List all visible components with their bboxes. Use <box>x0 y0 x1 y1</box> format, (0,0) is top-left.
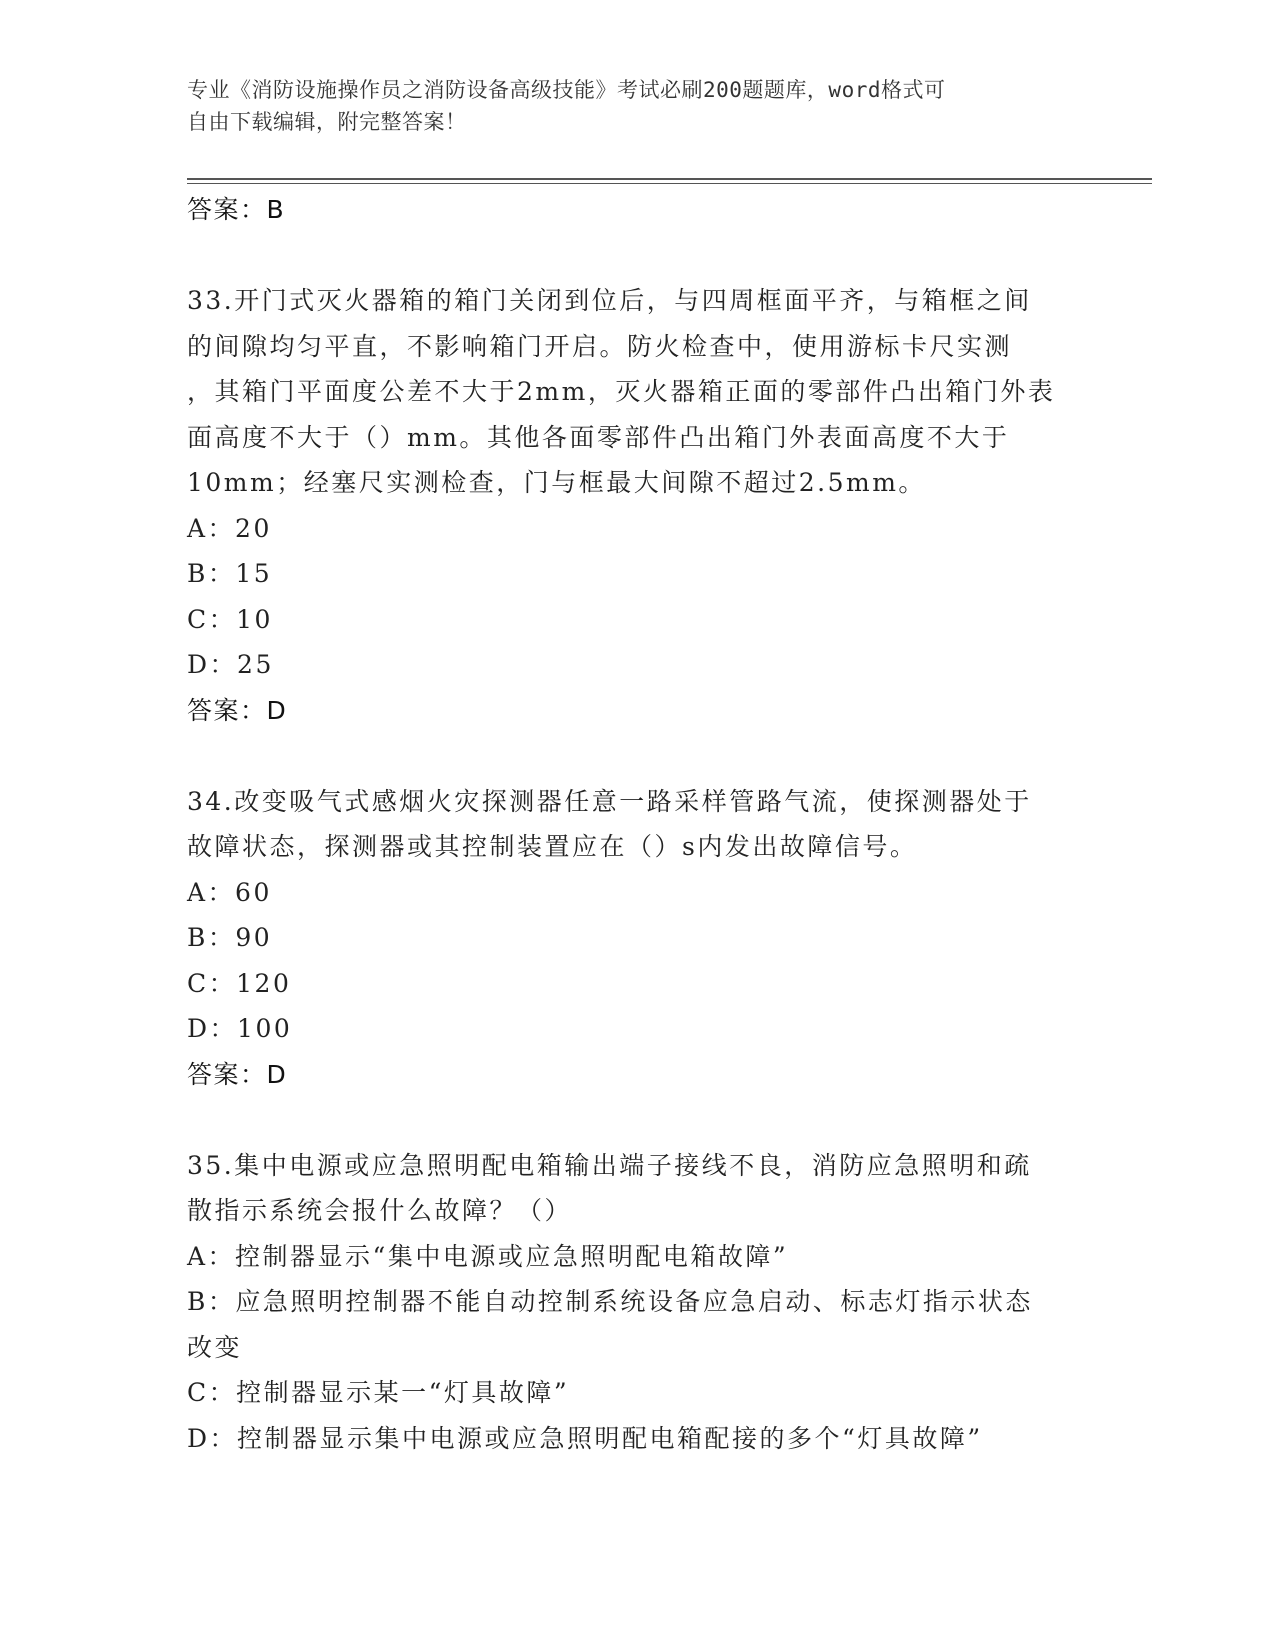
answer-line: 答案：B <box>187 195 286 224</box>
question-block <box>187 1143 1087 1462</box>
document-body <box>187 187 1087 1461</box>
spacer <box>187 233 1087 279</box>
question-text-line: ，其箱门平面度公差不大于2mm，灭火器箱正面的零部件凸出箱门外表 <box>187 377 1056 406</box>
header-divider-thin <box>187 183 1152 184</box>
question-text-line: 散指示系统会报什么故障？（） <box>187 1196 573 1225</box>
option-b-continued: 改变 <box>187 1332 243 1362</box>
option-c: C：10 <box>187 604 273 634</box>
question-text-line: 10mm；经塞尺实测检查，门与框最大间隙不超过2.5mm。 <box>187 468 926 497</box>
option-b: B：应急照明控制器不能自动控制系统设备应急启动、标志灯指示状态 <box>187 1287 1033 1316</box>
option-c: C：控制器显示某一“灯具故障” <box>187 1378 570 1407</box>
option-a: A：20 <box>187 513 272 543</box>
question-text-line: 故障状态，探测器或其控制装置应在（）s内发出故障信号。 <box>187 832 918 861</box>
spacer <box>187 1097 1087 1143</box>
question-text-line: 34.改变吸气式感烟火灾探测器任意一路采样管路气流，使探测器处于 <box>187 786 1032 816</box>
header-divider-thick <box>187 178 1152 180</box>
question-block <box>187 779 1087 1098</box>
question-text-line: 33.开门式灭火器箱的箱门关闭到位后，与四周框面平齐，与箱框之间 <box>187 286 1032 315</box>
option-b: B：15 <box>187 559 273 588</box>
option-a: A：60 <box>187 877 272 907</box>
header-line-1: 专业《消防设施操作员之消防设备高级技能》考试必刷200题题库，word格式可 <box>187 78 946 102</box>
option-d: D：100 <box>187 1014 293 1043</box>
question-block <box>187 278 1087 733</box>
document-header <box>187 74 1067 138</box>
answer-line: 答案：D <box>187 1059 288 1089</box>
option-c: C：120 <box>187 968 292 998</box>
header-line-2: 自由下载编辑，附完整答案！ <box>187 110 467 134</box>
spacer <box>187 733 1087 779</box>
question-text-line: 35.集中电源或应急照明配电箱输出端子接线不良，消防应急照明和疏 <box>187 1150 1032 1180</box>
question-text-line: 面高度不大于（）mm。其他各面零部件凸出箱门外表面高度不大于 <box>187 422 1010 452</box>
option-a: A：控制器显示“集中电源或应急照明配电箱故障” <box>187 1241 789 1271</box>
option-d: D：控制器显示集中电源或应急照明配电箱配接的多个“灯具故障” <box>187 1423 983 1453</box>
answer-line: 答案：D <box>187 695 288 725</box>
option-d: D：25 <box>187 650 274 679</box>
question-text-line: 的间隙均匀平直，不影响箱门开启。防火检查中，使用游标卡尺实测 <box>187 331 1013 361</box>
option-b: B：90 <box>187 923 273 952</box>
